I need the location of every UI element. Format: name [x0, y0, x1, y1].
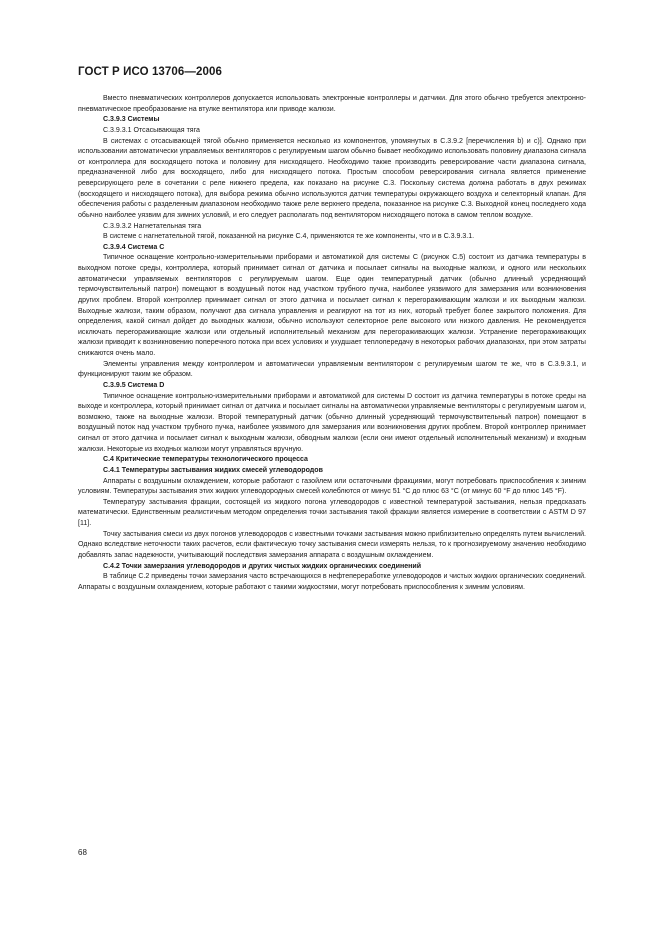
paragraph: Точку застывания смеси из двух погонов углеводородов с известными точками застывания можно приблизительно определять путем вычислений. Однако вследствие неточности таких расчетов, если фактическую точку застывания смеси измерять нельзя, то к прогнозируемому значению необходимо добавлять запас надежности, учитывающий последствия замерзания аппарата с воздушным охлаждением. [78, 530, 586, 559]
paragraph: Элементы управления между контроллером и автоматически управляемым вентилятором с регулируемым шагом те же, что в С.3.9.3.1, и функционируют таким же образом. [78, 360, 586, 379]
section-heading: С.4.1 Температуры застывания жидких смесей углеводородов [103, 466, 323, 474]
paragraph: Вместо пневматических контроллеров допускается использовать электронные контроллеры и датчики. Для этого обычно требуется электронно-пневматическое преобразование на втулке вентилятора или приводе жалюзи. [78, 95, 586, 113]
section-heading: С.4.2 Точки замерзания углеводородов и других чистых жидких органических соединений [103, 562, 422, 570]
subsection-heading: С.3.9.3.2 Нагнетательная тяга [103, 222, 202, 230]
section-heading: С.3.9.5 Система D [103, 381, 165, 389]
section-heading: С.3.9.4 Система С [103, 243, 165, 251]
page-header-title: ГОСТ Р ИСО 13706—2006 [78, 66, 223, 78]
paragraph: Типичное оснащение контрольно-измерительными приборами и автоматикой для системы D состоит из датчика температуры в потоке среды на выходе и контроллера, который принимает сигнал от датчика и посылает сигналы на автоматически управляемые вентиляторы с регулируемым шагом и, возможно, также на выходные жалюзи. Второй температурный датчик (обычно длинный усредняющий термочувствительный патрон) помещают в воздушный поток над участком трубного пучка, наиболее уязвимого для замерзания или возникновения других проблем. Второй контроллер принимает сигнал от этого датчика и посылает сигнал к выходным жалюзи, обводным жалюзи (если они имеют отдельный исполнительный механизм) и входным жалюзи. Некоторые из входных жалюзи могут управляться вручную. [78, 392, 586, 453]
paragraph: В системе с нагнетательной тягой, показанной на рисунке С.4, применяются те же компоненты, что и в С.3.9.3.1. [103, 233, 475, 241]
paragraph: В системах с отсасывающей тягой обычно применяется несколько из компонентов, упомянутых в С.3.9.2 [перечисления b) и c)]. Однако при использовании автоматически управляемых вентиляторов с регулируемым шагом обычно бывает необходимо использовать половину диапазона сигнала от контроллера для восходящего потока и половину для нисходящего. Необходимо также производить реверсирование части диапазона сигнала, предназначенной либо для восходящего, либо для нисходящего потока. Простым способом реверсирования сигнала является применение реверсирующего реле в сочетании с реле нижнего предела, как показано на рисунке С.3. Поскольку система должна работать в двух режимах (восходящего и нисходящего потока), для выбора режима обычно используются датчик температуры окружающего воздуха и селекторный клапан. Для обеспечения работы с разделенным диапазоном необходимо также реле верхнего предела, показанное на рисунке С.3. Выходной конец последнего хода обычно наиболее уязвим для зимних условий, и его следует располагать под вентилятором нисходящего потока в самом теплом воздухе. [78, 137, 586, 219]
paragraph: Температуру застывания фракции, состоящей из жидкого погона углеводородов с известной температурой застывания, нельзя предсказать математически. Единственным реалистичным методом определения точки застывания такой фракции является измерение в соответствии с ASTM D 97 [11]. [78, 498, 586, 527]
paragraph: Типичное оснащение контрольно-измерительными приборами и автоматикой для системы С (рисунок С.5) состоит из датчика температуры в выходном потоке среды, контроллера, который принимает сигнал от датчика и посылает сигналы на выходные жалюзи, и одного или нескольких автоматически управляемых вентиляторов с регулируемым шагом. Еще один температурный датчик (обычно длинный усредняющий термочувствительный патрон) помещают в воздушный поток над участком трубного пучка, наиболее уязвимого для замерзания или возникновения других проблем. Второй контроллер принимает сигнал от этого датчика и посылает сигнал к перегораживающим жалюзи и их выходным жалюзи. Выходные жалюзи, таким образом, получают два сигнала управления и реагируют на тот из них, который требует более закрытого положения. Для определения, какой сигнал дойдет до выходных жалюзи, обычно используют селекторное реле высокого или низкого давления. Не рекомендуется исключать перегораживающие жалюзи или отдельный исполнительный механизм для перегораживающих жалюзи. Устранение перегораживающих жалюзи приводит к возникновению поперечного потока при всех условиях и ухудшает теплопередачу в некоторых рабочих диапазонах, при этом затраты снижаются очень мало. [78, 254, 586, 357]
paragraph: Аппараты с воздушным охлаждением, которые работают с газойлем или остаточными фракциями, могут потребовать приспособления к зимним условиям. Температуры застывания этих жидких углеводородных смесей колеблются от минус 51 °С до плюс 63 °С (от минус 60 °F до плюс 145 °F). [78, 477, 586, 496]
document-body [78, 94, 586, 593]
section-heading: С.4 Критические температуры технологического процесса [103, 456, 308, 464]
paragraph: В таблице С.2 приведены точки замерзания часто встречающихся в нефтепереработке углеводородов и чистых жидких органических соединений. Аппараты с воздушным охлаждением, которые работают с такими жидкостями, могут потребовать приспособления к зимним условиям. [78, 573, 586, 591]
subsection-heading: С.3.9.3.1 Отсасывающая тяга [103, 126, 200, 134]
section-heading: С.3.9.3 Системы [103, 116, 160, 124]
page-number: 68 [78, 848, 87, 857]
